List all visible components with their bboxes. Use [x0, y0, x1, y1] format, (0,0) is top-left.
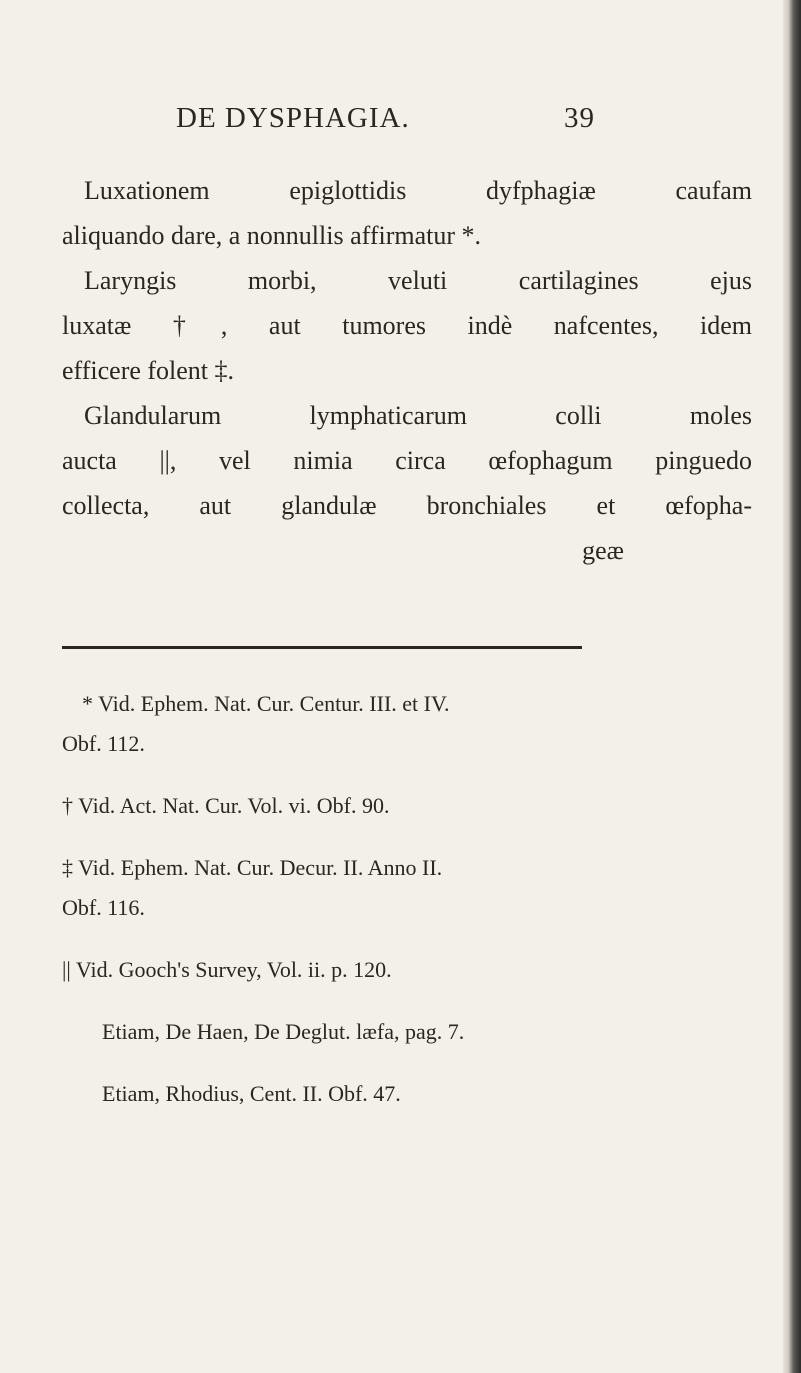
- body-line: efficere folent ‡.: [62, 356, 235, 385]
- body-line: aliquando dare, a nonnullis affirmatur *.: [62, 221, 482, 250]
- footnotes: [62, 684, 762, 1114]
- page-title: DE DYSPHAGIA.: [176, 102, 410, 134]
- body-line: luxatæ †, aut tumores indè nafcentes, idem: [62, 311, 752, 340]
- reference-line: Etiam, Rhodius, Cent. II. Obf. 47.: [102, 1081, 401, 1106]
- page-edge: [783, 0, 801, 1373]
- footnote: [62, 950, 762, 990]
- footnote-line: Obf. 116.: [62, 895, 145, 920]
- catchword: geæ: [582, 536, 624, 565]
- footnote: [62, 684, 762, 764]
- footnote-line: * Vid. Ephem. Nat. Cur. Centur. III. et IV.: [82, 691, 450, 716]
- reference-line: Etiam, De Haen, De Deglut. læfa, pag. 7.: [102, 1019, 465, 1044]
- body-line: Laryngis morbi, veluti cartilagines ejus: [84, 266, 752, 295]
- body-line: aucta ||, vel nimia circa œfophagum pinguedo: [62, 446, 752, 475]
- footnote: [62, 786, 762, 826]
- page-number: 39: [564, 102, 595, 134]
- body-line: collecta, aut glandulæ bronchiales et œfopha-: [62, 491, 752, 520]
- footnote-divider: [62, 646, 582, 649]
- footnote-line: ‡ Vid. Ephem. Nat. Cur. Decur. II. Anno II.: [62, 855, 443, 880]
- footnote-line: † Vid. Act. Nat. Cur. Vol. vi. Obf. 90.: [62, 793, 390, 818]
- footnote: [62, 848, 762, 928]
- body-line: Luxationem epiglottidis dyfphagiæ caufam: [84, 176, 752, 205]
- body-line: Glandularum lymphaticarum colli moles: [84, 401, 752, 430]
- footnote-line: || Vid. Gooch's Survey, Vol. ii. p. 120.: [62, 957, 392, 982]
- body-text: [62, 168, 752, 573]
- running-header: [0, 96, 780, 136]
- footnote-line: Obf. 112.: [62, 731, 145, 756]
